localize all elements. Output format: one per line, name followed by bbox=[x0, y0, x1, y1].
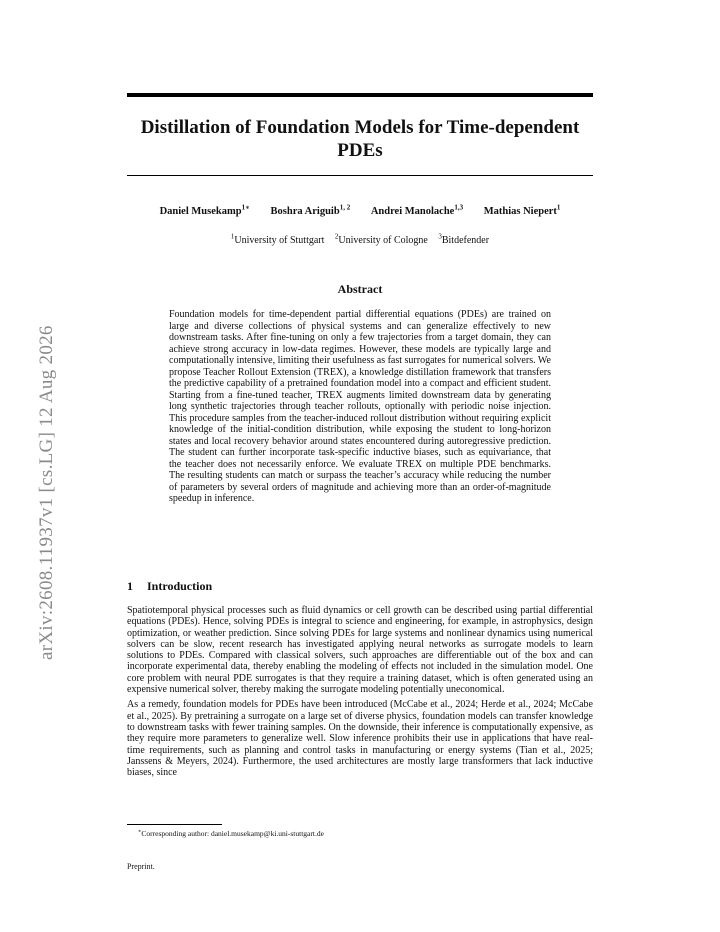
affiliation bbox=[230, 232, 325, 246]
affiliation-mark: 3 bbox=[438, 232, 442, 241]
affiliation-mark: 2 bbox=[334, 232, 339, 241]
paragraph: Spatiotemporal physical processes such as fluid dynamics or cell growth can be described using partial differential equations (PDEs). Hence, solving PDEs is integral to science and engineering, for example, in astrophysics, design optimization, or weather prediction. Since solving PDEs for large systems and nonlinear dynamics using numerical solvers can be slow, recent research has investigated applying neural networks as surrogate models to learn solutions to PDEs. Compared with classical solvers, such approaches are differentiable out of the box and can incorporate experimental data, thereby enabling the modeling of effects not included in the simulation model. One core problem with neural PDE surrogates is that they require a training dataset, which is often generated using an expensive numerical solver, thereby making the surrogate modeling potentially uneconomical. bbox=[127, 605, 593, 696]
author-name: Andrei Manolache bbox=[370, 206, 455, 217]
arxiv-stamp: arXiv:2608.11937v1 [cs.LG] 12 Aug 2026 bbox=[36, 325, 57, 660]
affiliation bbox=[438, 232, 490, 246]
author-affil-mark: 1∗ bbox=[241, 203, 250, 212]
affiliation-list bbox=[127, 232, 593, 246]
footnote-mark: ∗ bbox=[138, 829, 142, 835]
section-number: 1 bbox=[127, 579, 133, 593]
author-name: Boshra Ariguib bbox=[270, 206, 340, 217]
affiliation-name: University of Cologne bbox=[338, 235, 428, 246]
affiliation-mark: 1 bbox=[230, 232, 235, 241]
preprint-label: Preprint. bbox=[127, 862, 155, 871]
section-heading bbox=[127, 579, 212, 594]
footnote-text: Corresponding author: daniel.musekamp@ki.uni-stuttgart.de bbox=[141, 829, 324, 838]
title-bottom-rule bbox=[127, 175, 593, 176]
author bbox=[483, 203, 561, 217]
author bbox=[370, 203, 464, 217]
author bbox=[270, 203, 351, 217]
affiliation-name: Bitdefender bbox=[441, 235, 490, 246]
abstract-text: Foundation models for time-dependent partial differential equations (PDEs) are trained on large and diverse collections of physical systems and can generalize effectively to new downstream tasks. After fine-tuning on only a few trajectories from a target domain, they can achieve strong accuracy in low-data regimes. However, these models are typically large and computationally intensive, limiting their usefulness as fast surrogates for numerical solvers. We propose Teacher Rollout Extension (TREX), a knowledge distillation framework that transfers the predictive capability of a pretrained foundation model into a compact and efficient student. Starting from a fine-tuned teacher, TREX augments limited downstream data by generating long synthetic trajectories through teacher rollouts, optionally with periodic noise injection. This procedure samples from the teacher-induced rollout distribution without requiring explicit knowledge of the initial-condition distribution, while exposing the student to long-horizon states and local recovery behavior around states encountered during autoregressive prediction. The student can further incorporate task-specific inductive biases, such as equivariance, that the teacher does not necessarily enforce. We evaluate TREX on multiple PDE benchmarks. The resulting students can match or surpass the teacher’s accuracy while reducing the number of parameters by several orders of magnitude and achieving more than an order-of-magnitude speedup in inference. bbox=[169, 309, 551, 504]
affiliation-name: University of Stuttgart bbox=[234, 235, 325, 246]
author-name: Daniel Musekamp bbox=[159, 206, 242, 217]
paper-title: Distillation of Foundation Models for Time-dependent PDEs bbox=[140, 117, 580, 161]
abstract-heading: Abstract bbox=[337, 282, 383, 296]
author bbox=[159, 203, 250, 217]
author-name: Mathias Niepert bbox=[483, 206, 557, 217]
footnote-rule bbox=[127, 824, 222, 825]
author-list bbox=[127, 203, 593, 217]
affiliation bbox=[334, 232, 428, 246]
footnote bbox=[138, 829, 324, 838]
author-affil-mark: 1 bbox=[556, 203, 561, 212]
title-top-rule bbox=[127, 93, 593, 97]
author-affil-mark: 1,3 bbox=[454, 203, 464, 212]
section-title: Introduction bbox=[147, 579, 213, 593]
introduction-body bbox=[127, 605, 593, 782]
paragraph: As a remedy, foundation models for PDEs have been introduced (McCabe et al., 2024; Herde et al., 2024; McCabe et al., 2025). By pretraining a surrogate on a large set of diverse physics, foundation models can transfer knowledge to downstream tasks with fewer training samples. On the downside, their inference is computationally expensive, as they require more parameters to generalize well. Slow inference prohibits their use in applications that have real-time requirements, such as planning and control tasks in manufacturing or energy systems (Tian et al., 2025; Janssens & Meyers, 2024). Furthermore, the used architectures are mostly large transformers that lack inductive biases, since bbox=[127, 699, 593, 779]
author-affil-mark: 1, 2 bbox=[339, 203, 351, 212]
